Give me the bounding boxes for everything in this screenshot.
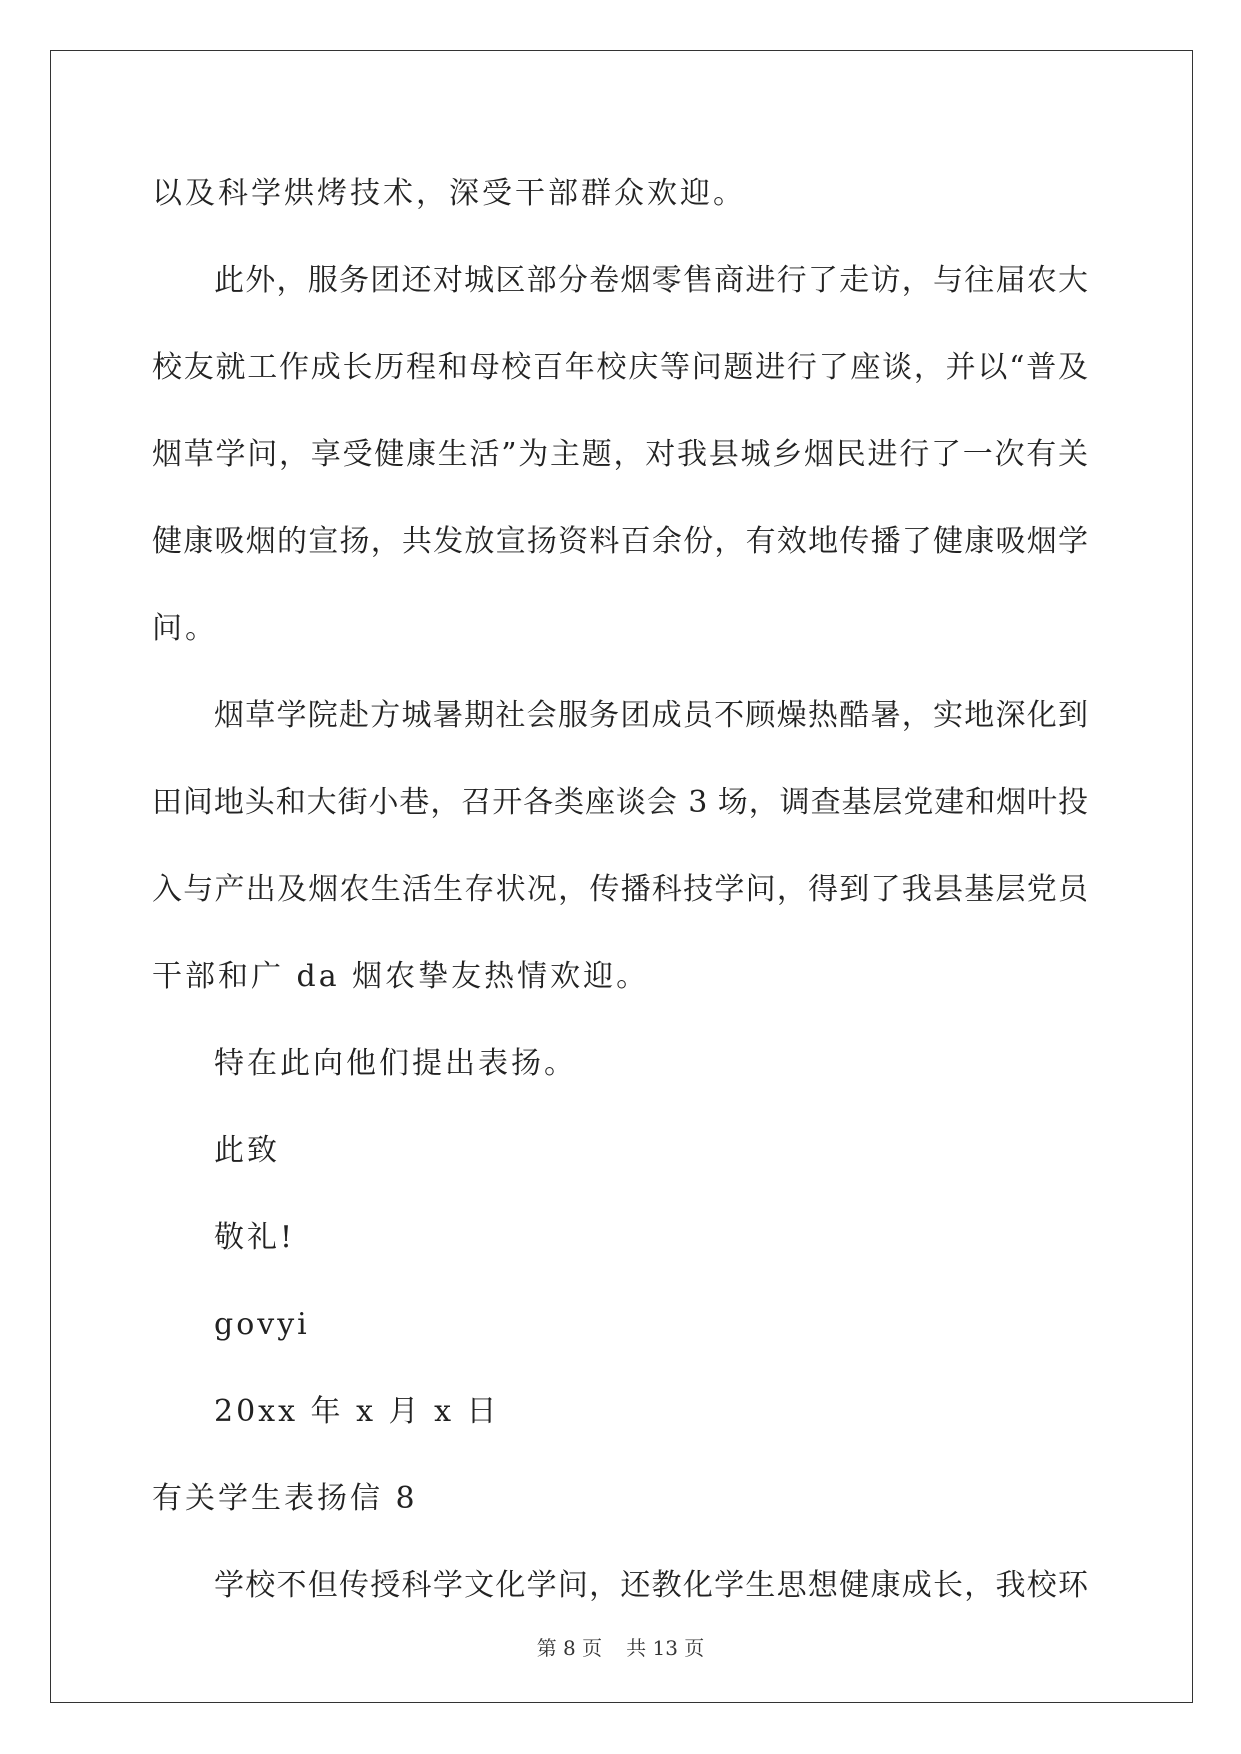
text-line: 问。 <box>152 611 218 646</box>
page-number: 第 8 页 <box>536 1636 603 1660</box>
date: 20xx 年 x 月 x 日 <box>214 1394 500 1429</box>
signature: govyi <box>214 1307 310 1342</box>
text-line: 健康吸烟的宣扬，共发放宣扬资料百余份，有效地传播了健康吸烟学 <box>152 524 1088 559</box>
text-line: 此外，服务团还对城区部分卷烟零售商进行了走访，与往届农大 <box>214 263 1088 298</box>
text-line: 入与产出及烟农生活生存状况，传播科技学问，得到了我县基层党员 <box>152 872 1088 907</box>
page-total: 共 13 页 <box>626 1636 705 1660</box>
text-line: 学校不但传授科学文化学问，还教化学生思想健康成长，我校环 <box>214 1568 1088 1603</box>
text-line: 田间地头和大街小巷，召开各类座谈会 3 场，调查基层党建和烟叶投 <box>152 785 1088 820</box>
section-heading: 有关学生表扬信 8 <box>152 1481 418 1516</box>
closing: 敬礼! <box>214 1220 296 1255</box>
text-line: 烟草学院赴方城暑期社会服务团成员不顾燥热酷暑，实地深化到 <box>214 698 1088 733</box>
text-line: 校友就工作成长历程和母校百年校庆等问题进行了座谈，并以“普及 <box>152 350 1088 385</box>
page-footer <box>0 1632 1241 1661</box>
salutation: 此致 <box>214 1133 280 1168</box>
text-line: 以及科学烘烤技术，深受干部群众欢迎。 <box>152 176 746 211</box>
text-line: 特在此向他们提出表扬。 <box>214 1046 577 1081</box>
document-body <box>152 150 1088 1629</box>
text-line: 烟草学问，享受健康生活”为主题，对我县城乡烟民进行了一次有关 <box>152 437 1088 472</box>
text-line: 干部和广 da 烟农挚友热情欢迎。 <box>152 959 650 994</box>
